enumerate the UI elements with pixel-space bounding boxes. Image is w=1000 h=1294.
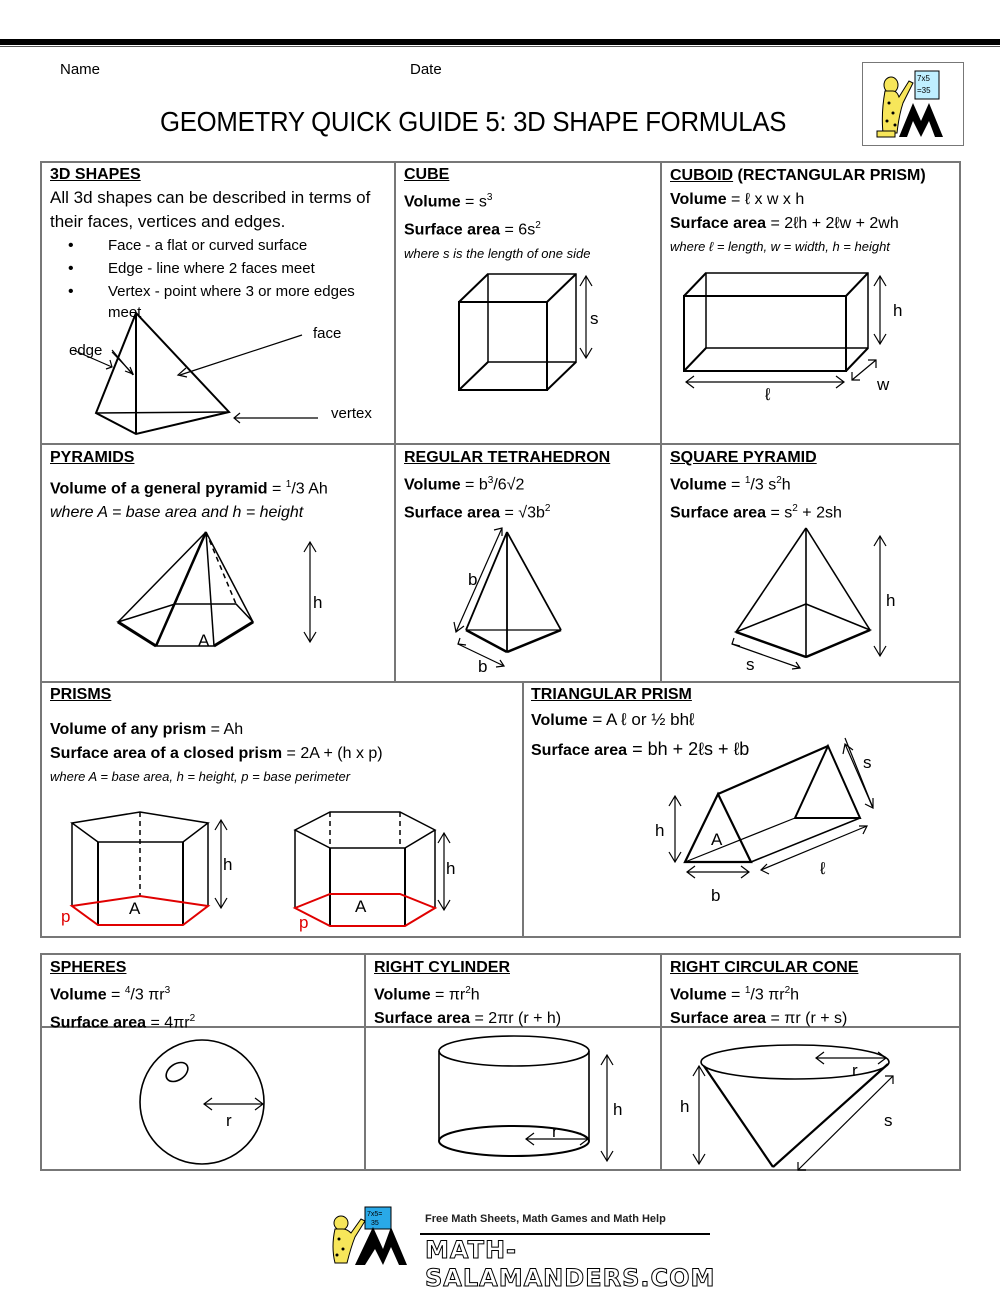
- table2-col-divider-1: [364, 953, 366, 1171]
- volume-formula: Volume = A ℓ or ½ bhℓ: [531, 710, 695, 729]
- surface-area-formula: Surface area of a closed prism = 2A + (h x p): [50, 745, 383, 762]
- svg-text:A: A: [711, 830, 723, 849]
- svg-text:b: b: [478, 657, 488, 676]
- surface-area-formula: Surface area = πr (r + s): [670, 1010, 848, 1028]
- definition-list: [68, 234, 390, 303]
- surface-area-formula: Surface area = $√3b^2$: [404, 503, 551, 522]
- volume-formula: Volume = $b^3/6√2$: [404, 475, 525, 494]
- footer-rule: [420, 1233, 710, 1235]
- section-heading: TRIANGULAR PRISM: [531, 686, 692, 703]
- col-divider-2: [660, 161, 662, 682]
- section-heading: RIGHT CIRCULAR CONE: [670, 959, 859, 976]
- section-heading: SQUARE PYRAMID: [670, 449, 817, 466]
- volume-formula: Volume of a general pyramid = $^1$/3 Ah: [50, 479, 328, 498]
- svg-text:p: p: [61, 907, 71, 926]
- svg-text:A: A: [129, 899, 141, 918]
- svg-text:35: 35: [371, 1220, 379, 1227]
- svg-text:s: s: [746, 655, 755, 674]
- section-spheres: [50, 957, 360, 1036]
- section-heading: SPHERES: [50, 959, 127, 976]
- volume-formula: Volume of any prism = Ah: [50, 721, 244, 738]
- svg-text:b: b: [468, 570, 478, 589]
- section-heading: CUBOID (RECTANGULAR PRISM): [670, 167, 926, 184]
- tetrahedron-diagram: [440, 524, 620, 684]
- section-tetrahedron: [404, 447, 659, 526]
- top-rule: [0, 39, 1000, 45]
- name-label: Name: [60, 61, 101, 78]
- svg-text:edge: edge: [69, 342, 103, 359]
- section-heading: 3D SHAPES: [50, 166, 141, 183]
- definition-face: • Face - a flat or curved surface: [68, 234, 390, 257]
- svg-text:r: r: [226, 1111, 232, 1130]
- section-cone: [670, 957, 955, 1031]
- footer-tagline: Free Math Sheets, Math Games and Math Help: [425, 1213, 666, 1225]
- table2-border-right: [959, 953, 961, 1171]
- table2-border-top: [40, 953, 961, 955]
- section-cylinder: [374, 957, 659, 1031]
- footer-site-name: MATH-SALAMANDERS.COM: [425, 1236, 716, 1292]
- svg-text:s: s: [884, 1111, 893, 1130]
- svg-text:s: s: [863, 753, 872, 772]
- table-border-left: [40, 161, 42, 938]
- row-divider-1: [40, 443, 961, 445]
- volume-formula: Volume = $^1$/3 $s^2h$: [670, 475, 791, 494]
- square-pyramid-diagram: [730, 522, 930, 682]
- table2-border-left: [40, 953, 42, 1171]
- section-heading: CUBE: [404, 166, 450, 183]
- svg-text:h: h: [613, 1100, 623, 1119]
- volume-formula: Volume = $\pi r^2h$: [374, 985, 480, 1004]
- intro-text: their faces, vertices and edges.: [50, 212, 286, 231]
- section-prisms: [50, 684, 520, 788]
- tetrahedron-labeled-diagram: [40, 305, 400, 435]
- formula-note: where A = base area and h = height: [50, 504, 304, 522]
- hexagonal-pyramid-diagram: [110, 528, 350, 668]
- svg-text:r: r: [852, 1061, 858, 1080]
- svg-text:h: h: [223, 855, 233, 874]
- definition-vertex: • Vertex - point where 3 or more edges: [68, 280, 390, 303]
- salamander-icon: [863, 63, 965, 147]
- svg-text:7x5=: 7x5=: [367, 1211, 383, 1218]
- svg-text:vertex: vertex: [331, 405, 372, 422]
- surface-area-formula: Surface area = $s^2 + 2sh$: [670, 503, 842, 522]
- section-heading: PYRAMIDS: [50, 449, 135, 466]
- svg-text:r: r: [552, 1122, 558, 1141]
- section-pyramids: [50, 447, 390, 525]
- svg-text:face: face: [313, 325, 342, 342]
- surface-area-formula: Surface area = 2ℓh + 2ℓw + 2wh: [670, 215, 899, 232]
- surface-area-formula: Surface area = bh + 2ℓs + ℓb: [531, 739, 750, 759]
- section-cube: [404, 164, 659, 265]
- surface-area-formula: Surface area = $6s^2$: [404, 220, 541, 239]
- section-heading: RIGHT CYLINDER: [374, 959, 510, 976]
- section-heading: PRISMS: [50, 686, 112, 703]
- sphere-diagram: [132, 1032, 272, 1172]
- col-divider-prisms: [522, 681, 524, 937]
- volume-formula: Volume = $^1$/3 $\pi r^2h$: [670, 985, 800, 1004]
- svg-text:s: s: [590, 309, 599, 328]
- svg-text:=35: =35: [917, 86, 931, 95]
- formula-note: where s is the length of one side: [404, 245, 591, 261]
- formula-note: where ℓ = length, w = width, h = height: [670, 239, 890, 254]
- table2-col-divider-2: [660, 953, 662, 1171]
- svg-text:ℓ: ℓ: [820, 859, 826, 878]
- cone-diagram: [670, 1032, 910, 1172]
- prisms-diagram: [55, 800, 495, 940]
- svg-text:7x5: 7x5: [917, 74, 930, 83]
- intro-text: All 3d shapes can be described in terms of: [50, 188, 371, 207]
- surface-area-formula: Surface area = 2πr (r + h): [374, 1010, 562, 1028]
- svg-text:h: h: [446, 859, 456, 878]
- date-label: Date: [410, 61, 442, 78]
- volume-formula: Volume = $^4$/3 $\pi r^3$: [50, 985, 171, 1004]
- svg-text:h: h: [886, 591, 896, 610]
- svg-text:h: h: [313, 593, 323, 612]
- definition-vertex-cont: meet: [108, 304, 142, 321]
- table-border-top: [40, 161, 961, 163]
- page-title: GEOMETRY QUICK GUIDE 5: 3D SHAPE FORMULAS: [160, 106, 787, 137]
- formula-note: where A = base area, h = height, p = base perimeter: [50, 769, 351, 784]
- triangular-prism-diagram: [645, 738, 905, 918]
- svg-text:w: w: [877, 375, 890, 394]
- volume-formula: Volume = ℓ x w x h: [670, 191, 805, 208]
- section-cuboid: [670, 164, 960, 258]
- svg-text:h: h: [655, 821, 665, 840]
- svg-text:h: h: [680, 1097, 690, 1116]
- svg-text:b: b: [711, 886, 721, 905]
- volume-formula: Volume = $s^3$: [404, 192, 493, 211]
- top-rule-thin: [0, 46, 1000, 47]
- table-border-right: [959, 161, 961, 938]
- salamander-icon: [325, 1205, 425, 1267]
- salamander-logo: [862, 62, 964, 146]
- section-square-pyramid: [670, 447, 960, 526]
- section-heading: REGULAR TETRAHEDRON: [404, 449, 611, 466]
- cuboid-diagram: [680, 270, 920, 410]
- svg-text:A: A: [198, 631, 210, 650]
- footer-logo: [325, 1205, 716, 1292]
- section-3d-shapes: [50, 164, 390, 323]
- svg-text:A: A: [355, 897, 367, 916]
- svg-text:ℓ: ℓ: [765, 385, 771, 404]
- cylinder-diagram: [430, 1033, 650, 1173]
- cube-diagram: [450, 272, 610, 392]
- svg-text:h: h: [893, 301, 903, 320]
- definition-edge: • Edge - line where 2 faces meet: [68, 257, 390, 280]
- svg-text:p: p: [299, 913, 309, 932]
- surface-area-formula: Surface area = $4\pi r^2$: [50, 1013, 196, 1032]
